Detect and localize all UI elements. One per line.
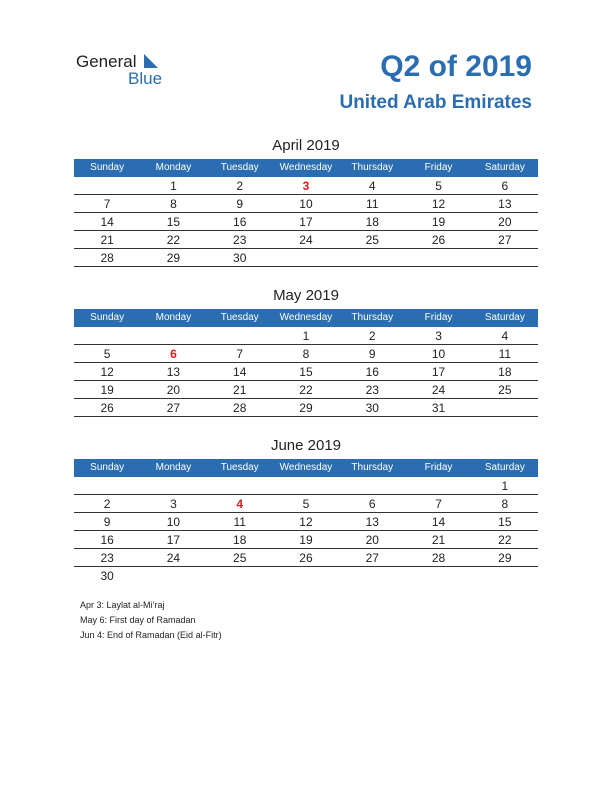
week-row — [74, 231, 538, 249]
day-cell: 30 — [365, 401, 379, 415]
day-cell: 17 — [166, 533, 181, 547]
day-cell: 22 — [166, 233, 181, 247]
weekday-label: Sunday — [90, 312, 125, 323]
day-cell: 23 — [365, 383, 379, 397]
logo-text-general: General — [76, 52, 137, 71]
day-cell: 29 — [299, 401, 313, 415]
day-cell: 9 — [103, 515, 111, 529]
day-cell: 10 — [166, 515, 181, 529]
weekday-label: Monday — [155, 312, 192, 323]
day-cell: 12 — [431, 197, 446, 211]
holiday-note: May 6: First day of Ramadan — [80, 615, 196, 625]
empty-day-cell — [273, 249, 339, 266]
day-cell: 25 — [498, 383, 512, 397]
day-cell: 17 — [431, 365, 446, 379]
empty-day-cell — [472, 399, 538, 416]
empty-day-cell — [74, 477, 140, 494]
day-cell: 11 — [498, 347, 512, 361]
day-cell: 9 — [236, 197, 244, 211]
day-cell: 13 — [498, 197, 512, 211]
weekday-label: Wednesday — [279, 312, 333, 323]
day-cell: 28 — [100, 251, 114, 265]
day-cell: 7 — [103, 197, 111, 211]
weekday-header — [74, 309, 538, 327]
day-cell: 13 — [365, 515, 379, 529]
day-cell: 14 — [233, 365, 247, 379]
day-cell: 20 — [166, 383, 181, 397]
day-cell: 8 — [501, 497, 509, 511]
day-cell: 16 — [365, 365, 379, 379]
day-cell: 24 — [299, 233, 313, 247]
day-cell: 10 — [299, 197, 313, 211]
day-cell: 14 — [431, 515, 446, 529]
weekday-label: Tuesday — [220, 462, 259, 473]
empty-day-cell — [273, 567, 339, 584]
weekday-label: Saturday — [484, 162, 525, 173]
empty-day-cell — [207, 567, 273, 584]
day-cell: 9 — [368, 347, 376, 361]
day-cell: 10 — [431, 347, 446, 361]
day-cell: 22 — [299, 383, 313, 397]
empty-day-cell — [74, 327, 140, 344]
day-cell: 2 — [368, 329, 376, 343]
day-cell: 4 — [368, 179, 376, 193]
day-cell: 17 — [299, 215, 313, 229]
weekday-label: Wednesday — [279, 162, 333, 173]
day-cell: 18 — [498, 365, 512, 379]
day-cell: 3 — [302, 179, 310, 193]
day-cell: 22 — [498, 533, 512, 547]
weekday-label: Sunday — [90, 462, 125, 473]
general-blue-logo — [76, 52, 196, 92]
day-cell: 7 — [236, 347, 244, 361]
week-row — [74, 399, 538, 417]
day-cell: 30 — [100, 569, 114, 583]
month-title: April 2019 — [272, 137, 340, 154]
week-row — [74, 327, 538, 345]
weekday-header — [74, 159, 538, 177]
holiday-notes — [80, 598, 222, 643]
weekday-label: Monday — [155, 162, 192, 173]
day-cell: 21 — [100, 233, 114, 247]
empty-day-cell — [339, 567, 405, 584]
day-cell: 18 — [233, 533, 247, 547]
day-cell: 25 — [365, 233, 379, 247]
day-cell: 3 — [435, 329, 442, 343]
weekday-label: Friday — [424, 162, 453, 173]
page-subtitle: United Arab Emirates — [339, 92, 532, 113]
day-cell: 1 — [302, 329, 310, 343]
week-row — [74, 381, 538, 399]
day-cell: 20 — [498, 215, 512, 229]
weekday-label: Sunday — [90, 162, 125, 173]
day-cell: 28 — [233, 401, 247, 415]
empty-day-cell — [273, 477, 339, 494]
day-cell: 19 — [299, 533, 313, 547]
empty-day-cell — [140, 477, 206, 494]
day-cell: 11 — [366, 197, 379, 211]
day-cell: 13 — [166, 365, 181, 379]
weekday-header — [74, 459, 538, 477]
logo-triangle-icon — [142, 54, 158, 68]
day-cell: 27 — [498, 233, 512, 247]
week-row — [74, 363, 538, 381]
weekday-label: Tuesday — [220, 162, 259, 173]
day-cell: 15 — [299, 365, 313, 379]
empty-day-cell — [405, 249, 471, 266]
holiday-note: Jun 4: End of Ramadan (Eid al-Fitr) — [80, 630, 222, 640]
day-cell: 15 — [498, 515, 512, 529]
weekday-label: Tuesday — [220, 312, 259, 323]
weekday-label: Monday — [155, 462, 192, 473]
week-row — [74, 249, 538, 267]
empty-day-cell — [339, 477, 405, 494]
empty-day-cell — [140, 327, 206, 344]
day-cell: 18 — [365, 215, 379, 229]
day-cell: 26 — [100, 401, 114, 415]
day-cell: 16 — [233, 215, 247, 229]
month-title: May 2019 — [273, 287, 339, 304]
week-row — [74, 549, 538, 567]
day-cell: 19 — [431, 215, 446, 229]
weekday-label: Saturday — [484, 462, 525, 473]
week-row — [74, 567, 538, 584]
day-cell: 2 — [236, 179, 244, 193]
holiday-note: Apr 3: Laylat al-Mi’raj — [80, 600, 165, 610]
day-cell: 30 — [233, 251, 247, 265]
weekday-label: Thursday — [351, 162, 394, 173]
week-row — [74, 531, 538, 549]
day-cell: 12 — [100, 365, 114, 379]
day-cell: 12 — [299, 515, 313, 529]
week-row — [74, 513, 538, 531]
week-row — [74, 177, 538, 195]
day-cell: 11 — [233, 515, 246, 529]
empty-day-cell — [140, 567, 206, 584]
day-cell: 29 — [498, 551, 512, 565]
empty-day-cell — [207, 327, 273, 344]
day-cell: 4 — [501, 329, 509, 343]
day-cell: 31 — [431, 401, 446, 415]
weekday-label: Saturday — [484, 312, 525, 323]
empty-day-cell — [339, 249, 405, 266]
day-cell: 4 — [236, 497, 244, 511]
day-cell: 14 — [100, 215, 114, 229]
month-calendar — [74, 136, 538, 267]
day-cell: 26 — [299, 551, 313, 565]
day-cell: 27 — [365, 551, 379, 565]
day-cell: 6 — [368, 497, 376, 511]
empty-day-cell — [472, 249, 538, 266]
empty-day-cell — [74, 177, 140, 194]
week-row — [74, 495, 538, 513]
day-cell: 29 — [166, 251, 181, 265]
weekday-label: Thursday — [351, 312, 394, 323]
day-cell: 25 — [233, 551, 247, 565]
day-cell: 1 — [501, 479, 509, 493]
day-cell: 8 — [302, 347, 310, 361]
weekday-label: Friday — [424, 462, 453, 473]
day-cell: 7 — [435, 497, 442, 511]
day-cell: 2 — [103, 497, 111, 511]
week-row — [74, 477, 538, 495]
day-cell: 21 — [431, 533, 446, 547]
day-cell: 24 — [166, 551, 181, 565]
day-cell: 21 — [233, 383, 247, 397]
weekday-label: Thursday — [351, 462, 394, 473]
day-cell: 24 — [431, 383, 446, 397]
empty-day-cell — [207, 477, 273, 494]
day-cell: 19 — [100, 383, 114, 397]
empty-day-cell — [405, 477, 471, 494]
day-cell: 23 — [233, 233, 247, 247]
week-row — [74, 195, 538, 213]
page-title: Q2 of 2019 — [380, 50, 532, 83]
logo-text-blue: Blue — [128, 69, 163, 88]
week-row — [74, 345, 538, 363]
week-row — [74, 213, 538, 231]
day-cell: 20 — [365, 533, 379, 547]
day-cell: 5 — [302, 497, 310, 511]
day-cell: 15 — [166, 215, 181, 229]
month-calendar — [74, 286, 538, 417]
day-cell: 26 — [431, 233, 446, 247]
day-cell: 6 — [501, 179, 509, 193]
empty-day-cell — [472, 567, 538, 584]
day-cell: 16 — [100, 533, 114, 547]
day-cell: 28 — [431, 551, 446, 565]
month-title: June 2019 — [270, 437, 342, 454]
day-cell: 23 — [100, 551, 114, 565]
day-cell: 6 — [170, 347, 177, 361]
day-cell: 27 — [166, 401, 181, 415]
day-cell: 1 — [170, 179, 177, 193]
day-cell: 5 — [435, 179, 442, 193]
day-cell: 8 — [170, 197, 177, 211]
day-cell: 5 — [103, 347, 111, 361]
day-cell: 3 — [170, 497, 177, 511]
weekday-label: Wednesday — [279, 462, 333, 473]
weekday-label: Friday — [424, 312, 453, 323]
empty-day-cell — [405, 567, 471, 584]
month-calendar — [74, 436, 538, 584]
